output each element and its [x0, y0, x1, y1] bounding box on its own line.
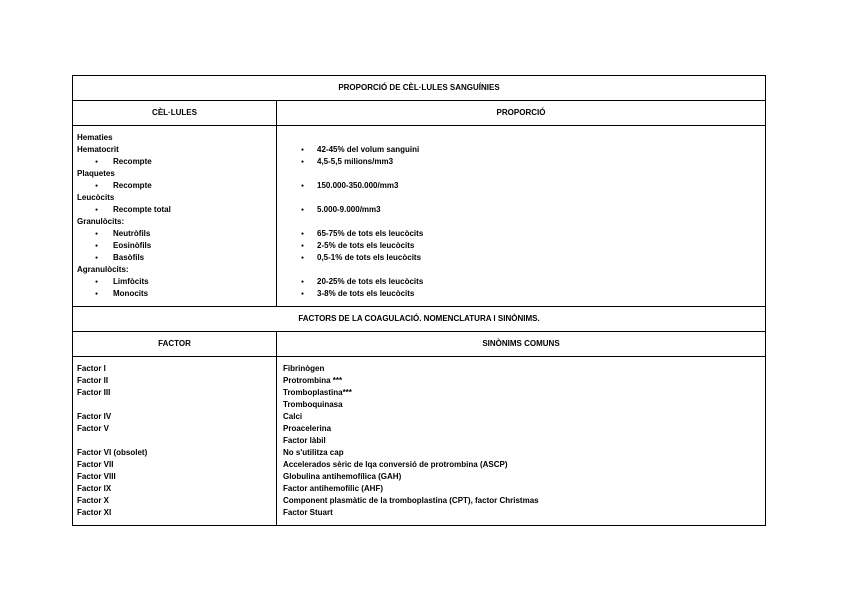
factor-name: Factor II: [77, 376, 109, 385]
table2-header-row: [73, 331, 765, 356]
table1-title-row: [73, 76, 765, 100]
factor-synonym: Calci: [283, 412, 303, 421]
table1-header-proportion: PROPORCIÓ: [496, 108, 546, 117]
table1-header-row: [73, 100, 765, 125]
factor-name: Factor XI: [77, 508, 112, 517]
table2-header-factor: FACTOR: [73, 332, 277, 356]
cell-type-item: ● Monocits: [77, 288, 272, 300]
factor-synonym: Factor antihemofílic (AHF): [283, 484, 384, 493]
factor-name: Factor IV: [77, 412, 112, 421]
factor-synonym: Component plasmàtic de la tromboplastina (CPT), factor Christmas: [283, 496, 539, 505]
proportion-item: ● 5.000-9.000/mm3: [283, 204, 759, 216]
table1-proportion-column: [277, 126, 765, 306]
proportion-item: ● 3-8% de tots els leucòcits: [283, 288, 759, 300]
cell-type-item: Agranulòcits:: [77, 265, 129, 274]
factor-synonym: Fibrinògen: [283, 364, 325, 373]
factor-name: Factor III: [77, 388, 111, 397]
cell-type-item: Plaquetes: [77, 169, 115, 178]
factor-name: Factor VIII: [77, 472, 116, 481]
cell-type-item: ● Neutròfils: [77, 228, 272, 240]
proportion-item: ● 0,5-1% de tots els leucòcits: [283, 252, 759, 264]
table2-body-row: [73, 356, 765, 525]
table2-synonyms-column: [277, 357, 765, 525]
proportion-item: ● 4,5-5,5 milions/mm3: [283, 156, 759, 168]
table1-cells-column: [73, 126, 277, 306]
table1-header-cells: CÈL·LULES: [73, 101, 277, 125]
proportion-item: [283, 264, 759, 276]
factor-synonym: Factor làbil: [283, 436, 326, 445]
cell-type-item: ● Recompte: [77, 156, 272, 168]
proportion-item: ● 2-5% de tots els leucòcits: [283, 240, 759, 252]
proportion-item: ● 42-45% del volum sanguini: [283, 144, 759, 156]
factor-name: Factor VI (obsolet): [77, 448, 148, 457]
factor-synonym: Tromboquinasa: [283, 400, 343, 409]
factor-synonym: No s'utilitza cap: [283, 448, 344, 457]
factor-name: Factor X: [77, 496, 110, 505]
proportion-item: [283, 132, 759, 144]
table2-title-row: [73, 306, 765, 331]
table1-body-row: [73, 125, 765, 306]
cell-type-item: ● Recompte: [77, 180, 272, 192]
factor-synonym: Proacelerina: [283, 424, 332, 433]
table2-title: FACTORS DE LA COAGULACIÓ. NOMENCLATURA I SINÒNIMS.: [298, 314, 540, 323]
cell-type-item: Granulòcits:: [77, 217, 125, 226]
cell-type-item: Leucòcits: [77, 193, 115, 202]
table1-title: PROPORCIÓ DE CÈL·LULES SANGUÍNIES: [338, 83, 500, 92]
cell-type-item: Hematies: [77, 133, 113, 142]
proportion-item: ● 150.000-350.000/mm3: [283, 180, 759, 192]
cell-type-item: ● Eosinòfils: [77, 240, 272, 252]
proportion-item: ● 20-25% de tots els leucòcits: [283, 276, 759, 288]
factor-synonym: Protrombina ***: [283, 376, 343, 385]
document-table: [72, 75, 766, 526]
factor-synonym: Tromboplastina***: [283, 388, 352, 397]
factor-name: Factor I: [77, 364, 106, 373]
factor-synonym: Factor Stuart: [283, 508, 333, 517]
cell-type-item: ● Basòfils: [77, 252, 272, 264]
factor-name: [77, 435, 272, 447]
factor-synonym: Accelerados sèric de lqa conversió de protrombina (ASCP): [283, 460, 508, 469]
factor-synonym: Globulina antihemofílica (GAH): [283, 472, 402, 481]
proportion-item: [283, 216, 759, 228]
proportion-item: [283, 168, 759, 180]
factor-name: Factor IX: [77, 484, 112, 493]
cell-type-item: Hematocrit: [77, 145, 119, 154]
factor-name: [77, 399, 272, 411]
proportion-item: [283, 192, 759, 204]
proportion-item: ● 65-75% de tots els leucòcits: [283, 228, 759, 240]
table2-header-synonyms: SINÒNIMS COMUNS: [482, 339, 560, 348]
factor-name: Factor VII: [77, 460, 114, 469]
cell-type-item: ● Limfòcits: [77, 276, 272, 288]
cell-type-item: ● Recompte total: [77, 204, 272, 216]
table2-factor-column: [73, 357, 277, 525]
factor-name: Factor V: [77, 424, 110, 433]
